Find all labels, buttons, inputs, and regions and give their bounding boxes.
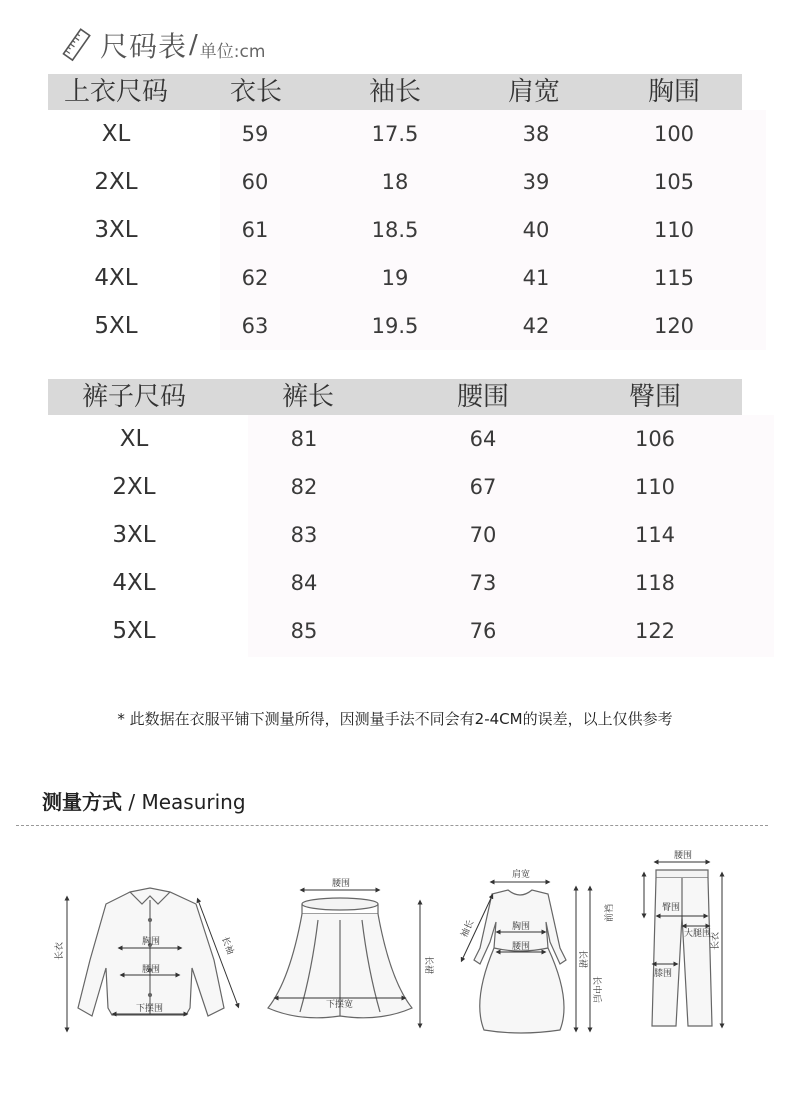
page-title: 尺码表 bbox=[100, 30, 188, 63]
unit-label: 单位:cm bbox=[199, 41, 266, 62]
value-cell: 82 bbox=[290, 475, 318, 499]
dress-waist-label: 腰围 bbox=[512, 942, 531, 952]
measurement-note: * 此数据在衣服平铺下测量所得，因测量手法不同会有2-4CM的误差，以上仅供参考 bbox=[117, 710, 673, 728]
value-cell: 39 bbox=[522, 170, 550, 194]
pants-knee-label: 膝围 bbox=[654, 969, 673, 979]
value-cell: 120 bbox=[653, 314, 695, 338]
value-cell: 76 bbox=[469, 619, 497, 643]
table-row bbox=[48, 158, 742, 206]
pants-size-table bbox=[48, 379, 742, 657]
measurement-figures bbox=[0, 830, 790, 1100]
size-cell: 5XL bbox=[94, 313, 138, 339]
size-cell: 2XL bbox=[94, 169, 138, 195]
table-row bbox=[48, 415, 742, 463]
value-cell: 61 bbox=[241, 218, 269, 242]
value-cell: 64 bbox=[469, 427, 497, 451]
table-row bbox=[48, 559, 742, 607]
value-cell: 62 bbox=[241, 266, 269, 290]
pants-waist-label: 腰围 bbox=[674, 851, 693, 861]
value-cell: 100 bbox=[653, 122, 695, 146]
shirt-sleeve-label: 长袖 bbox=[219, 935, 235, 956]
measuring-title-en: Measuring bbox=[141, 790, 246, 814]
value-cell: 105 bbox=[653, 170, 695, 194]
page-header bbox=[60, 22, 265, 68]
value-cell: 38 bbox=[522, 122, 550, 146]
value-cell: 19.5 bbox=[371, 314, 419, 338]
header-chest: 胸围 bbox=[647, 77, 701, 107]
table-header bbox=[48, 379, 742, 415]
skirt-length-label: 长裙 bbox=[423, 956, 433, 975]
header-waist: 腰围 bbox=[456, 382, 510, 412]
measuring-title-sep: / bbox=[128, 790, 136, 814]
table-row bbox=[48, 511, 742, 559]
pants-thigh-label: 大腿围 bbox=[684, 929, 712, 939]
pants-length-label: 长衣 bbox=[711, 931, 721, 950]
table-row bbox=[48, 463, 742, 511]
size-cell: XL bbox=[101, 121, 131, 147]
dress-figure bbox=[474, 890, 566, 1033]
dress-chest-label: 胸围 bbox=[512, 922, 531, 932]
value-cell: 106 bbox=[634, 427, 676, 451]
value-cell: 40 bbox=[522, 218, 550, 242]
pants-figure bbox=[652, 870, 712, 1026]
header-sleeve: 袖长 bbox=[368, 77, 422, 107]
table-row bbox=[48, 302, 742, 350]
skirt-hem-label: 下摆宽 bbox=[326, 1000, 354, 1010]
header-size: 裤子尺码 bbox=[81, 382, 187, 412]
value-cell: 85 bbox=[290, 619, 318, 643]
value-cell: 18.5 bbox=[371, 218, 419, 242]
dress-length-label: 长裙 bbox=[577, 950, 587, 969]
dotted-divider bbox=[16, 825, 768, 826]
value-cell: 70 bbox=[469, 523, 497, 547]
size-cell: 3XL bbox=[112, 522, 156, 548]
pants-hip-label: 臀围 bbox=[662, 903, 681, 913]
shirt-chest-label: 胸围 bbox=[142, 937, 161, 947]
value-cell: 81 bbox=[290, 427, 318, 451]
value-cell: 122 bbox=[634, 619, 676, 643]
size-cell: XL bbox=[119, 426, 149, 452]
table-row bbox=[48, 607, 742, 655]
size-cell: 2XL bbox=[112, 474, 156, 500]
value-cell: 42 bbox=[522, 314, 550, 338]
title-separator: / bbox=[189, 30, 198, 60]
shirt-waist-label: 腰围 bbox=[142, 965, 161, 975]
value-cell: 115 bbox=[653, 266, 695, 290]
value-cell: 18 bbox=[381, 170, 409, 194]
dress-shoulder-label: 肩宽 bbox=[512, 870, 531, 880]
header-length: 衣长 bbox=[229, 77, 283, 107]
value-cell: 19 bbox=[381, 266, 409, 290]
size-cell: 5XL bbox=[112, 618, 156, 644]
value-cell: 110 bbox=[653, 218, 695, 242]
table-row bbox=[48, 110, 742, 158]
table-row bbox=[48, 206, 742, 254]
header-size: 上衣尺码 bbox=[63, 77, 169, 107]
skirt-waist-label: 腰围 bbox=[332, 879, 351, 889]
header-pants-length: 裤长 bbox=[281, 382, 335, 412]
pants-front-rise-label: 前裆 bbox=[605, 903, 615, 922]
value-cell: 41 bbox=[522, 266, 550, 290]
tops-size-table bbox=[48, 74, 742, 350]
value-cell: 17.5 bbox=[371, 122, 419, 146]
table-header bbox=[48, 74, 742, 110]
shirt-figure bbox=[78, 888, 224, 1016]
value-cell: 59 bbox=[241, 122, 269, 146]
value-cell: 73 bbox=[469, 571, 497, 595]
header-shoulder: 肩宽 bbox=[507, 77, 561, 107]
size-cell: 4XL bbox=[112, 570, 156, 596]
value-cell: 114 bbox=[634, 523, 676, 547]
measuring-title bbox=[42, 786, 246, 815]
value-cell: 118 bbox=[634, 571, 676, 595]
shirt-hem-label: 下摆围 bbox=[136, 1004, 164, 1014]
shirt-length-label: 长衣 bbox=[55, 941, 65, 960]
size-cell: 4XL bbox=[94, 265, 138, 291]
header-hip: 臀围 bbox=[628, 382, 682, 412]
measuring-title-cn: 测量方式 bbox=[42, 790, 122, 814]
value-cell: 83 bbox=[290, 523, 318, 547]
dress-back-length-label: 长中后 bbox=[591, 976, 601, 1004]
dress-sleeve-label: 袖长 bbox=[459, 918, 477, 940]
size-cell: 3XL bbox=[94, 217, 138, 243]
value-cell: 63 bbox=[241, 314, 269, 338]
table-row bbox=[48, 254, 742, 302]
value-cell: 60 bbox=[241, 170, 269, 194]
value-cell: 84 bbox=[290, 571, 318, 595]
value-cell: 110 bbox=[634, 475, 676, 499]
ruler-icon bbox=[60, 25, 94, 65]
value-cell: 67 bbox=[469, 475, 497, 499]
